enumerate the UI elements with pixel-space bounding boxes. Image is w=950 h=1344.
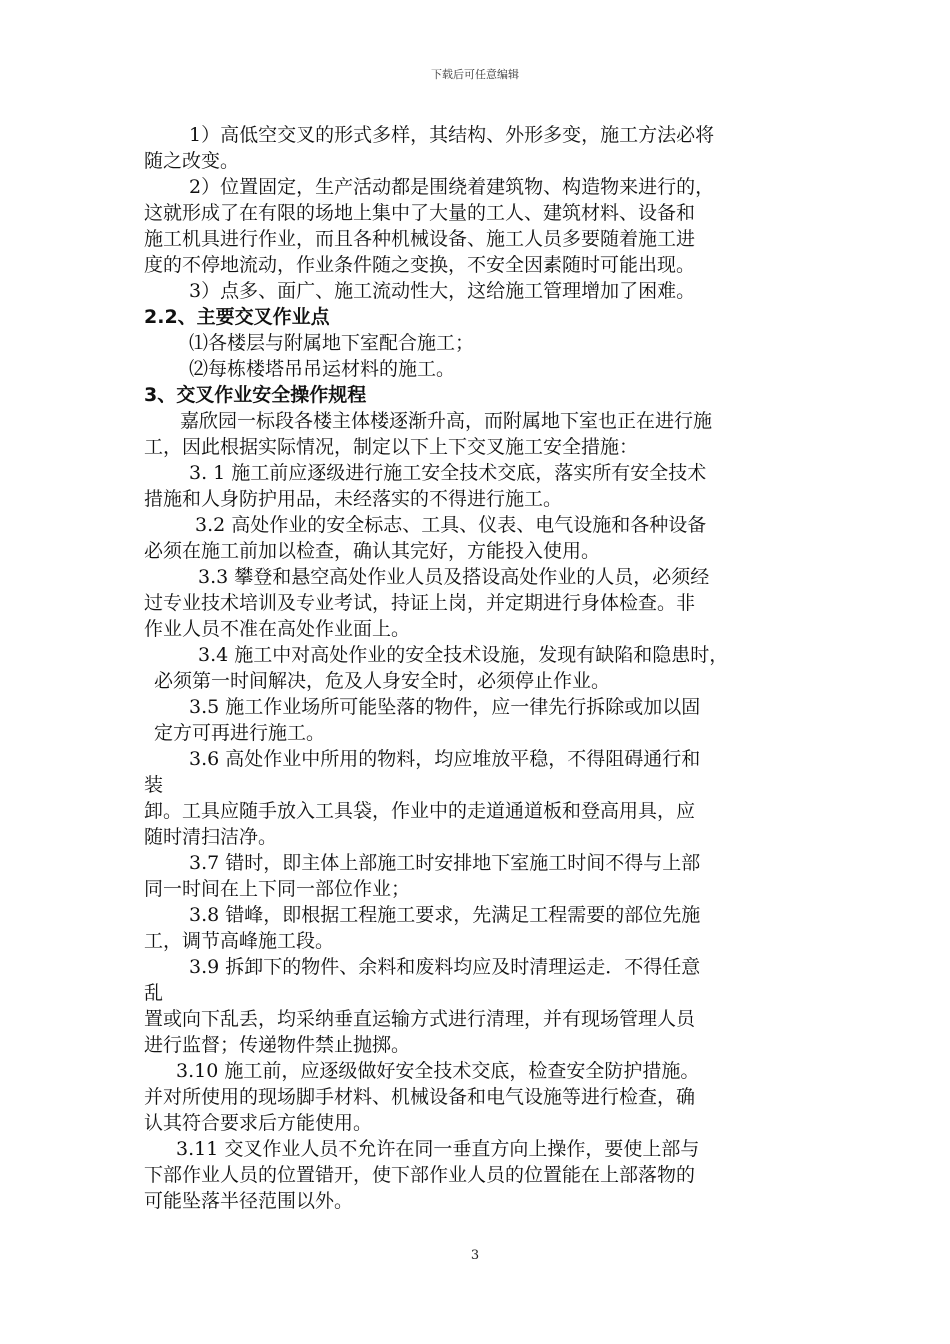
paragraph-line: 3.6 高处作业中所用的物料，均应堆放平稳，不得阻碍通行和 xyxy=(189,748,701,770)
paragraph-line: 乱 xyxy=(144,982,164,1004)
paragraph-line: 3.9 拆卸下的物件、余料和废料均应及时清理运走．不得任意 xyxy=(189,956,701,978)
paragraph-line: 3.3 攀登和悬空高处作业人员及搭设高处作业的人员，必须经 xyxy=(198,566,710,588)
paragraph-line: 可能坠落半径范围以外。 xyxy=(144,1190,354,1212)
paragraph-line: 进行监督；传递物件禁止抛掷。 xyxy=(144,1034,411,1056)
paragraph-line: 嘉欣园一标段各楼主体楼逐渐升高，而附属地下室也正在进行施 xyxy=(180,410,713,432)
paragraph-line: 必须第一时间解决，危及人身安全时，必须停止作业。 xyxy=(154,670,611,692)
paragraph-line: 2）位置固定，生产活动都是围绕着建筑物、构造物来进行的， xyxy=(189,176,715,198)
paragraph-line: 工，因此根据实际情况，制定以下上下交叉施工安全措施： xyxy=(144,436,639,458)
paragraph-line: 过专业技术培训及专业考试，持证上岗，并定期进行身体检查。非 xyxy=(144,592,696,614)
paragraph-line: 并对所使用的现场脚手材料、机械设备和电气设施等进行检查，确 xyxy=(144,1086,696,1108)
paragraph-line: 随时清扫洁净。 xyxy=(144,826,278,848)
page-header: 下载后可任意编辑 xyxy=(431,68,519,81)
paragraph-line: 3. 1 施工前应逐级进行施工安全技术交底，落实所有安全技术 xyxy=(189,462,707,484)
paragraph-line: 3）点多、面广、施工流动性大，这给施工管理增加了困难。 xyxy=(189,280,696,302)
paragraph-line: 3.8 错峰，即根据工程施工要求，先满足工程需要的部位先施 xyxy=(189,904,701,926)
paragraph-line: 3.10 施工前，应逐级做好安全技术交底，检查安全防护措施。 xyxy=(176,1060,700,1082)
paragraph-line: 度的不停地流动，作业条件随之变换，不安全因素随时可能出现。 xyxy=(144,254,696,276)
paragraph-line: 这就形成了在有限的场地上集中了大量的工人、建筑材料、设备和 xyxy=(144,202,696,224)
paragraph-line: 同一时间在上下同一部位作业； xyxy=(144,878,411,900)
paragraph-line: 置或向下乱丢，均采纳垂直运输方式进行清理，并有现场管理人员 xyxy=(144,1008,696,1030)
paragraph-line: 必须在施工前加以检查，确认其完好，方能投入使用。 xyxy=(144,540,601,562)
section-heading: 3、交叉作业安全操作规程 xyxy=(144,384,367,406)
paragraph-line: 3.5 施工作业场所可能坠落的物件，应一律先行拆除或加以固 xyxy=(189,696,701,718)
page-number: 3 xyxy=(470,1248,480,1263)
paragraph-line: 3.2 高处作业的安全标志、工具、仪表、电气设施和各种设备 xyxy=(195,514,707,536)
paragraph-line: 1）高低空交叉的形式多样，其结构、外形多变，施工方法必将 xyxy=(189,124,715,146)
paragraph-line: 3.4 施工中对高处作业的安全技术设施，发现有缺陷和隐患时， xyxy=(198,644,729,666)
paragraph-line: 下部作业人员的位置错开，使下部作业人员的位置能在上部落物的 xyxy=(144,1164,696,1186)
paragraph-line: 工，调节高峰施工段。 xyxy=(144,930,335,952)
paragraph-line: 装 xyxy=(144,774,164,796)
paragraph-line: 3.11 交叉作业人员不允许在同一垂直方向上操作，要使上部与 xyxy=(176,1138,700,1160)
paragraph-line: 3.7 错时，即主体上部施工时安排地下室施工时间不得与上部 xyxy=(189,852,701,874)
list-item: ⑴各楼层与附属地下室配合施工； xyxy=(189,332,475,354)
paragraph-line: 施工机具进行作业，而且各种机械设备、施工人员多要随着施工进 xyxy=(144,228,696,250)
paragraph-line: 认其符合要求后方能使用。 xyxy=(144,1112,373,1134)
paragraph-line: 措施和人身防护用品，未经落实的不得进行施工。 xyxy=(144,488,563,510)
paragraph-line: 定方可再进行施工。 xyxy=(154,722,326,744)
paragraph-line: 卸。工具应随手放入工具袋，作业中的走道通道板和登高用具，应 xyxy=(144,800,696,822)
section-heading: 2.2、主要交叉作业点 xyxy=(144,306,330,328)
paragraph-line: 随之改变。 xyxy=(144,150,240,172)
list-item: ⑵每栋楼塔吊吊运材料的施工。 xyxy=(189,358,456,380)
paragraph-line: 作业人员不准在高处作业面上。 xyxy=(144,618,411,640)
